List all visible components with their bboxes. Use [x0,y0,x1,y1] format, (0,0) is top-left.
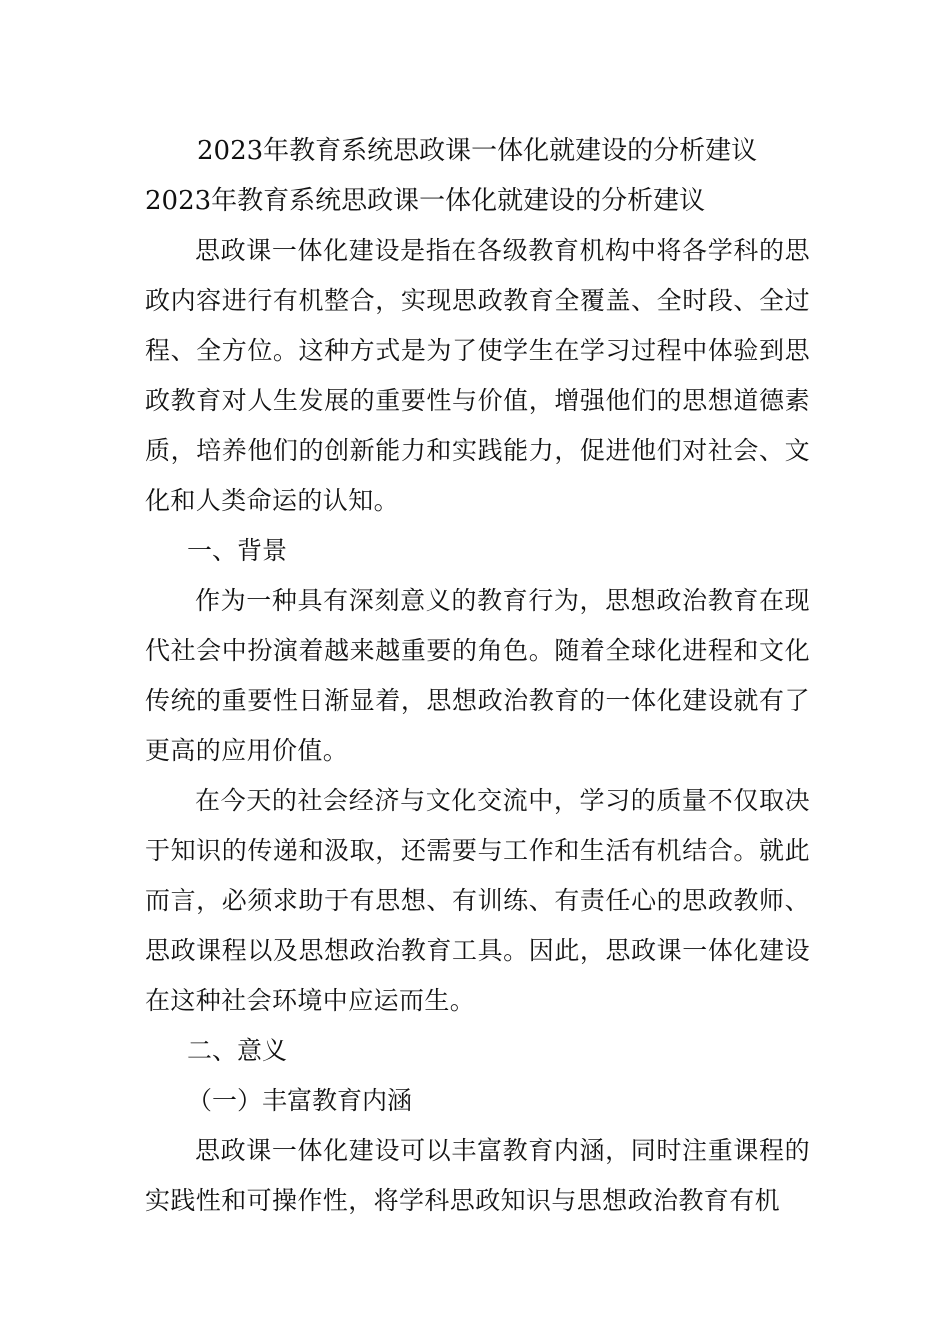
enrich-paragraph: 思政课一体化建设可以丰富教育内涵，同时注重课程的实践性和可操作性，将学科思政知识与思想政治教育有机 [145,1136,810,1215]
subsection-heading-enrich: （一）丰富教育内涵 [187,1086,413,1115]
document-title-repeat: 2023年教育系统思政课一体化就建设的分析建议 [145,186,706,216]
document-title: 2023年教育系统思政课一体化就建设的分析建议 [197,136,758,166]
background-paragraph-2: 在今天的社会经济与文化交流中，学习的质量不仅取决于知识的传递和汲取，还需要与工作和生活有机结合。就此而言，必须求助于有思想、有训练、有责任心的思政教师、思政课程以及思想政治教育工具。因此，思政课一体化建设在这种社会环境中应运而生。 [145,786,810,1015]
section-heading-background: 一、背景 [187,536,288,565]
background-paragraph-1: 作为一种具有深刻意义的教育行为，思想政治教育在现代社会中扮演着越来越重要的角色。随着全球化进程和文化传统的重要性日渐显着，思想政治教育的一体化建设就有了更高的应用价值。 [145,586,810,765]
intro-paragraph: 思政课一体化建设是指在各级教育机构中将各学科的思政内容进行有机整合，实现思政教育全覆盖、全时段、全过程、全方位。这种方式是为了使学生在学习过程中体验到思政教育对人生发展的重要性与价值，增强他们的思想道德素质，培养他们的创新能力和实践能力，促进他们对社会、文化和人类命运的认知。 [145,236,810,515]
enrich-paragraph-wrapper [145,1126,810,1226]
document-body [145,126,810,1226]
section-heading-significance: 二、意义 [187,1036,288,1065]
